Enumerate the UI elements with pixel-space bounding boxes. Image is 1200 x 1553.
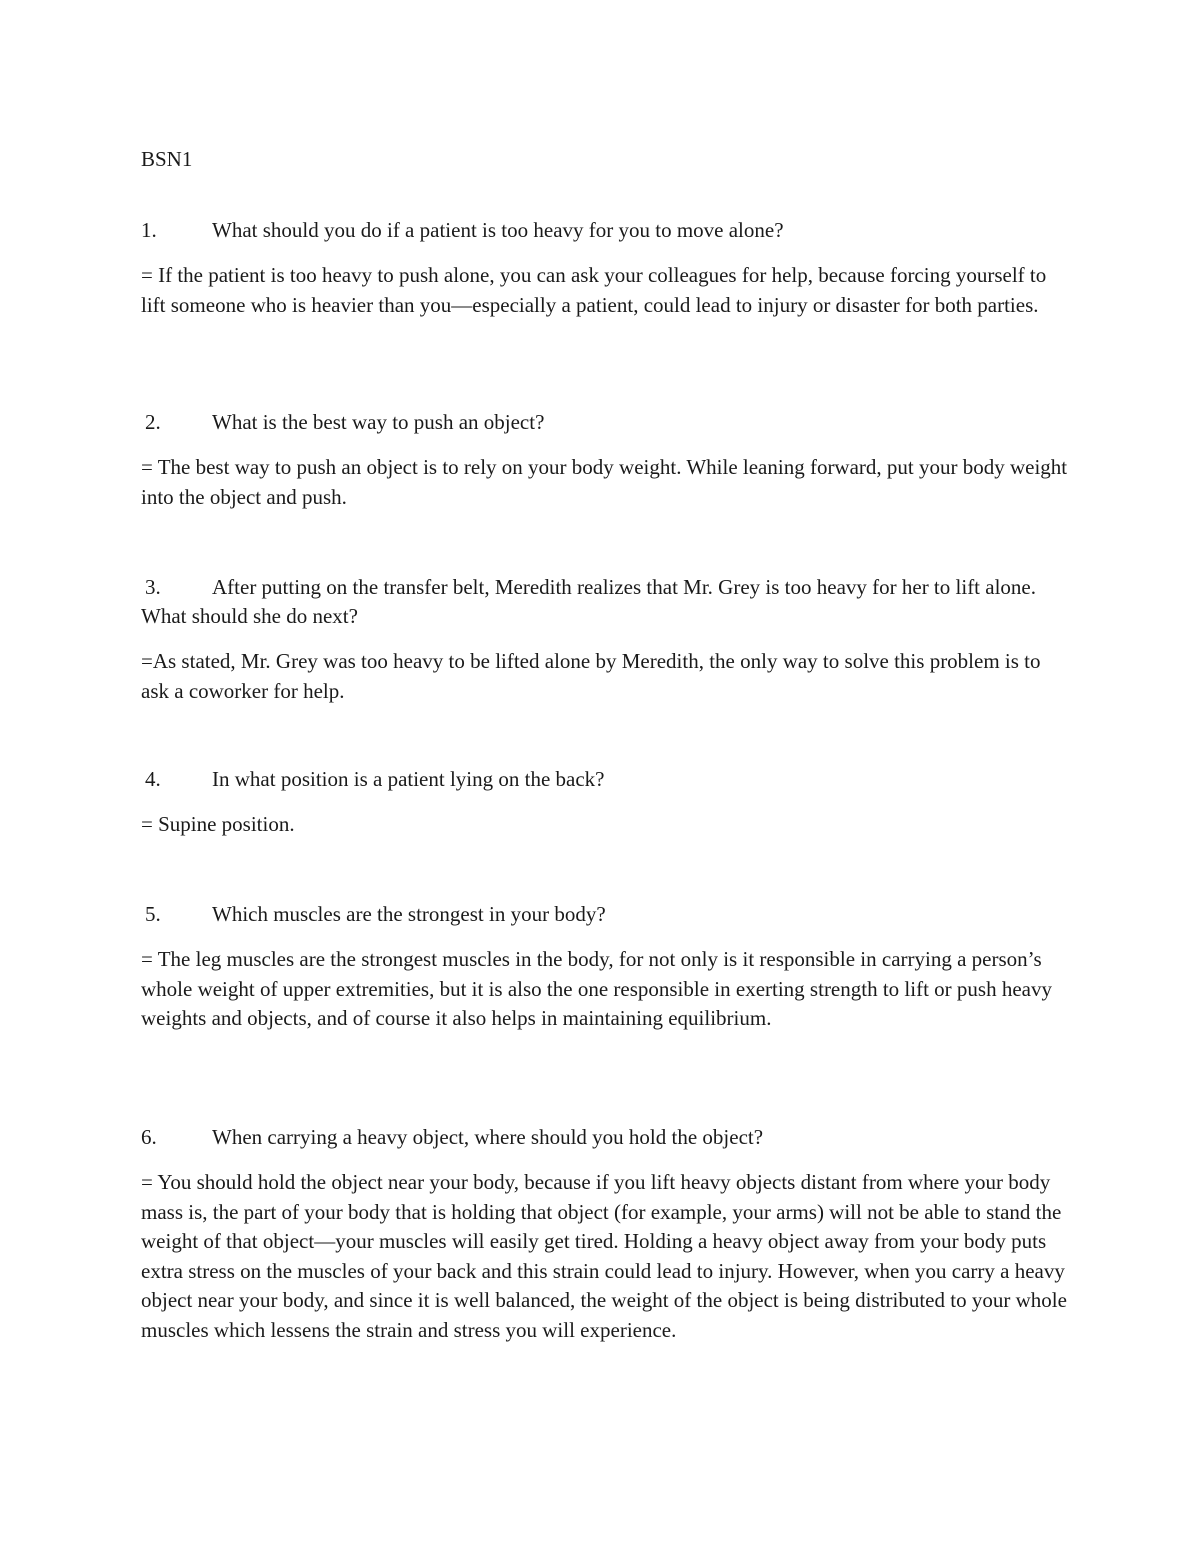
question-4 bbox=[141, 765, 1071, 794]
qa-item-3 bbox=[141, 573, 1071, 706]
question-text: What is the best way to push an object? bbox=[212, 410, 545, 434]
question-2 bbox=[141, 408, 1071, 437]
question-number: 1. bbox=[141, 218, 157, 242]
question-number: 2. bbox=[145, 410, 161, 434]
question-6 bbox=[141, 1123, 1071, 1152]
qa-item-2 bbox=[141, 408, 1071, 512]
document-title: BSN1 bbox=[141, 147, 193, 171]
question-number: 5. bbox=[145, 902, 161, 926]
question-5 bbox=[141, 900, 1071, 929]
qa-item-6 bbox=[141, 1123, 1071, 1346]
question-number: 4. bbox=[145, 767, 161, 791]
answer-2: = The best way to push an object is to rely on your body weight. While leaning forward, put your body weight into the object and push. bbox=[141, 455, 1068, 509]
question-text: Which muscles are the strongest in your body? bbox=[212, 902, 606, 926]
answer-3: =As stated, Mr. Grey was too heavy to be lifted alone by Meredith, the only way to solve this problem is to ask a coworker for help. bbox=[141, 649, 1041, 703]
answer-1: = If the patient is too heavy to push alone, you can ask your colleagues for help, because forcing yourself to lift someone who is heavier than you—especially a patient, could lead to injury or disaster for both parties. bbox=[141, 263, 1047, 317]
answer-6: = You should hold the object near your body, because if you lift heavy objects distant from where your body mass is, the part of your body that is holding that object (for example, your arms) will not be able to stand the weight of that object—your muscles will easily get tired. Holding a heavy object away from your body puts extra stress on the muscles of your back and this strain could lead to injury. However, when you carry a heavy object near your body, and since it is well balanced, the weight of the object is being distributed to your whole muscles which lessens the strain and stress you will experience. bbox=[141, 1170, 1067, 1342]
answer-4: = Supine position. bbox=[141, 812, 295, 836]
answer-5: = The leg muscles are the strongest muscles in the body, for not only is it responsible in carrying a person’s whole weight of upper extremities, but it is also the one responsible in exerting strength to lift or push heavy weights and objects, and of course it also helps in maintaining equilibrium. bbox=[141, 947, 1052, 1031]
qa-item-1 bbox=[141, 216, 1071, 320]
question-text: What should you do if a patient is too heavy for you to move alone? bbox=[212, 218, 784, 242]
qa-item-5 bbox=[141, 900, 1071, 1034]
question-1 bbox=[141, 216, 1071, 245]
question-number: 6. bbox=[141, 1125, 157, 1149]
question-3 bbox=[141, 573, 1071, 631]
question-text: When carrying a heavy object, where should you hold the object? bbox=[212, 1125, 764, 1149]
question-text: In what position is a patient lying on the back? bbox=[212, 767, 605, 791]
qa-item-4 bbox=[141, 765, 1071, 840]
question-number: 3. bbox=[145, 575, 161, 599]
question-text: After putting on the transfer belt, Meredith realizes that Mr. Grey is too heavy for her to lift alone. What should she do next? bbox=[141, 575, 1036, 628]
